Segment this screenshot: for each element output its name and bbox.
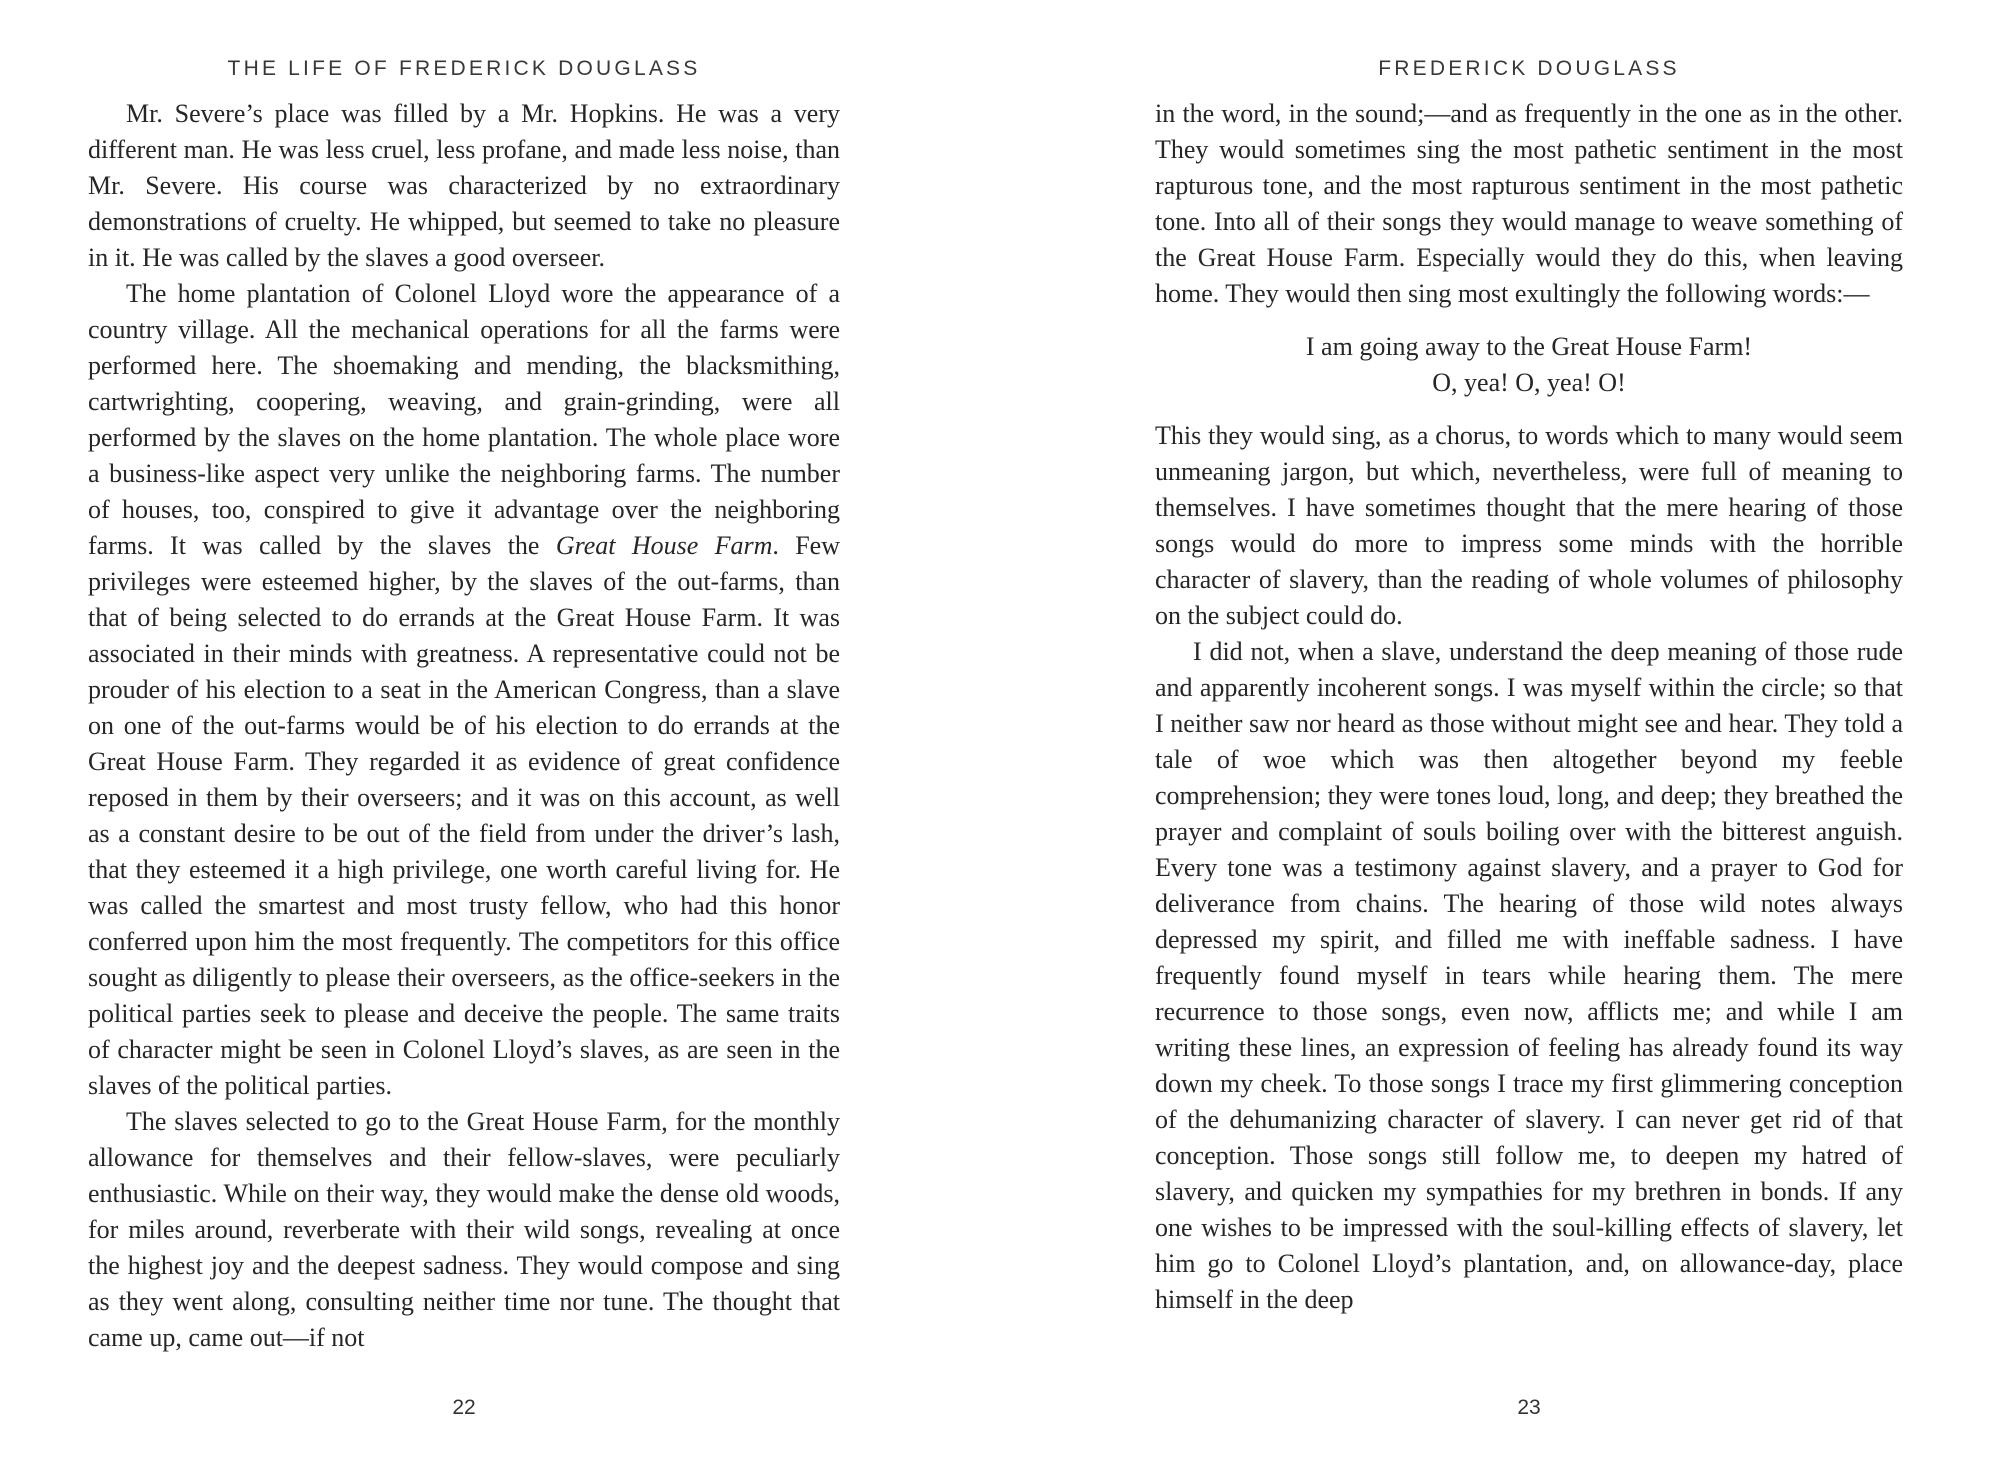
body-paragraph bbox=[1155, 418, 1903, 634]
text-segment: The home plantation of Colonel Lloyd wore the appearance of a country village. All the mechanical operations for all the farms were performed here. The shoemaking and mending, the blacksmithing, cartwrighting, coopering, weaving, and grain-grinding, were all performed by the slaves on the home plantation. The whole place wore a business-like aspect very unlike the neighboring farms. The number of houses, too, conspired to give it advantage over the neighboring farms. It was called by the slaves the bbox=[88, 279, 840, 560]
body-paragraph bbox=[1155, 634, 1903, 1318]
body-paragraph bbox=[1155, 96, 1903, 312]
italic-phrase: Great House Farm bbox=[555, 531, 773, 560]
verse-line: O, yea! O, yea! O! bbox=[1432, 368, 1626, 397]
page-right bbox=[1000, 0, 2000, 1473]
page-number-left: 22 bbox=[452, 1396, 476, 1419]
text-segment: I did not, when a slave, understand the deep meaning of those rude and apparently incoherent songs. I was myself within the circle; so that I neither saw nor heard as those without might see and hear. They told a tale of woe which was then altogether beyond my feeble comprehension; they were tones loud, long, and deep; they breathed the prayer and complaint of souls boiling over with the bitterest anguish. Every tone was a testimony against slavery, and a prayer to God for deliverance from chains. The hearing of those wild notes always depressed my spirit, and filled me with ineffable sadness. I have frequently found myself in tears while hearing them. The mere recurrence to those songs, even now, afflicts me; and while I am writing these lines, an expression of feeling has already found its way down my cheek. To those songs I trace my first glimmering conception of the dehumanizing character of slavery. I can never get rid of that conception. Those songs still follow me, to deepen my hatred of slavery, and quicken my sympathies for my brethren in bonds. If any one wishes to be impressed with the soul-killing effects of slavery, let him go to Colonel Lloyd’s plantation, and, on allowance-day, place himself in the deep bbox=[1155, 637, 1903, 1314]
text-segment: Mr. Severe’s place was filled by a Mr. Hopkins. He was a very different man. He was less cruel, less profane, and made less noise, than Mr. Severe. His course was characterized by no extraordinary demonstrations of cruelty. He whipped, but seemed to take no pleasure in it. He was called by the slaves a good overseer. bbox=[88, 99, 840, 272]
running-head-left: THE LIFE OF FREDERICK DOUGLASS bbox=[227, 57, 701, 80]
body-paragraph bbox=[88, 276, 840, 1104]
verse-block bbox=[1155, 329, 1903, 401]
text-segment: This they would sing, as a chorus, to words which to many would seem unmeaning jargon, but which, nevertheless, were full of meaning to themselves. I have sometimes thought that the mere hearing of those songs would do more to impress some minds with the horrible character of slavery, than the reading of whole volumes of philosophy on the subject could do. bbox=[1155, 421, 1903, 630]
body-paragraph bbox=[88, 96, 840, 276]
verse-line: I am going away to the Great House Farm! bbox=[1305, 332, 1753, 361]
page-right-text-body bbox=[1155, 96, 1903, 1318]
page-left-text-body bbox=[88, 96, 840, 1356]
text-segment: in the word, in the sound;—and as frequently in the one as in the other. They would sometimes sing the most pathetic sentiment in the most rapturous tone, and the most rapturous sentiment in the most pathetic tone. Into all of their songs they would manage to weave something of the Great House Farm. Especially would they do this, when leaving home. They would then sing most exultingly the following words:— bbox=[1155, 99, 1903, 308]
text-segment: . Few privileges were esteemed higher, by the slaves of the out-farms, than that of being selected to do errands at the Great House Farm. It was associated in their minds with greatness. A representative could not be prouder of his election to a seat in the American Congress, than a slave on one of the out-farms would be of his election to do errands at the Great House Farm. They regarded it as evidence of great confidence reposed in them by their overseers; and it was on this account, as well as a constant desire to be out of the field from under the driver’s lash, that they esteemed it a high privilege, one worth careful living for. He was called the smartest and most trusty fellow, who had this honor conferred upon him the most frequently. The competitors for this office sought as diligently to please their overseers, as the office-seekers in the political parties seek to please and deceive the people. The same traits of character might be seen in Colonel Lloyd’s slaves, as are seen in the slaves of the political parties. bbox=[88, 531, 840, 1100]
page-number-right: 23 bbox=[1517, 1396, 1541, 1419]
running-head-right: FREDERICK DOUGLASS bbox=[1378, 57, 1680, 80]
body-paragraph bbox=[88, 1104, 840, 1356]
text-segment: The slaves selected to go to the Great House Farm, for the monthly allowance for themselves and their fellow-slaves, were peculiarly enthusiastic. While on their way, they would make the dense old woods, for miles around, reverberate with their wild songs, revealing at once the highest joy and the deepest sadness. They would compose and sing as they went along, consulting neither time nor tune. The thought that came up, came out—if not bbox=[88, 1107, 840, 1352]
